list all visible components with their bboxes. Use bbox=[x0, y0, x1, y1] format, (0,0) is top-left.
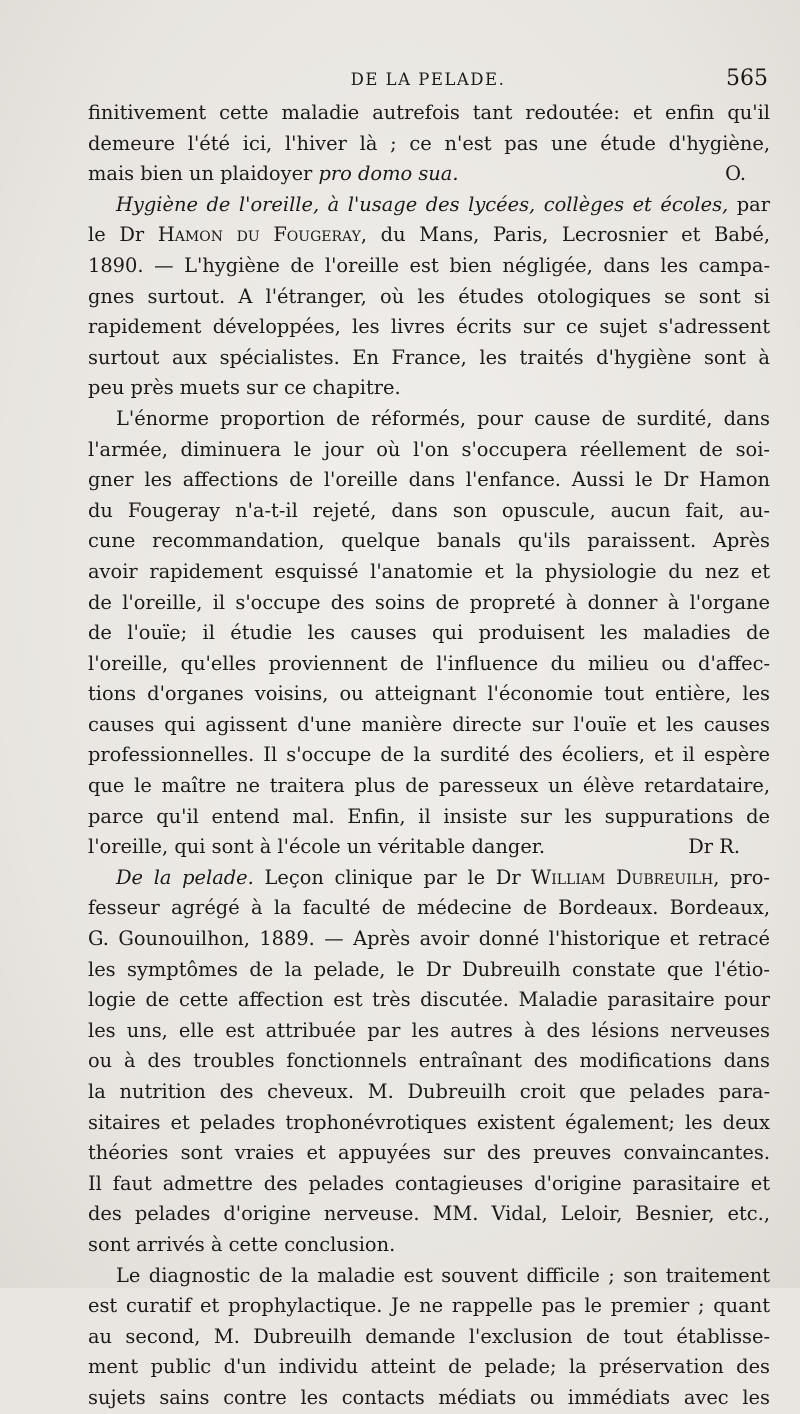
text-line: peu près muets sur ce chapitre. bbox=[88, 376, 401, 400]
text-line: ou à des troubles fonctionnels entraînant des modifications dans bbox=[88, 1049, 770, 1073]
running-title: DE LA PELADE. bbox=[350, 70, 506, 89]
text-line bbox=[88, 832, 770, 863]
text-line: surtout aux spécialistes. En France, les traités d'hygiène sont à bbox=[88, 345, 770, 369]
text-line: au second, M. Dubreuilh demande l'exclusion de tout établisse- bbox=[88, 1324, 770, 1348]
text-line: la nutrition des cheveux. M. Dubreuilh croit que pelades para- bbox=[88, 1080, 770, 1103]
review-signature: O. bbox=[725, 162, 746, 186]
text-line: sitaires et pelades trophonévrotiques existent également; les deux bbox=[88, 1110, 770, 1134]
text-line: l'armée, diminuera le jour où l'on s'occupera réellement de soi- bbox=[88, 437, 770, 461]
text-line: fesseur agrégé à la faculté de médecine de Bordeaux. Bordeaux, bbox=[88, 896, 770, 920]
text-line: ment public d'un individu atteint de pelade; la préservation des bbox=[88, 1355, 770, 1379]
text-line: rapidement développées, les livres écrits sur ce sujet s'adressent bbox=[88, 315, 770, 339]
text-line: tions d'organes voisins, ou atteignant l'économie tout entière, les bbox=[88, 682, 770, 706]
text-span: le Dr bbox=[88, 223, 158, 247]
text-line bbox=[88, 159, 770, 190]
author-name: Hamon du Fougeray bbox=[157, 223, 361, 247]
text-line: L'énorme proportion de réformés, pour cause de surdité, dans bbox=[116, 406, 770, 430]
text-line: Le diagnostic de la maladie est souvent difficile ; son traitement bbox=[116, 1263, 770, 1287]
text-line: demeure l'été ici, l'hiver là ; ce n'est pas une étude d'hygiène, bbox=[88, 131, 770, 155]
text-span: , pro- bbox=[713, 865, 770, 889]
text-line: des pelades d'origine nerveuse. MM. Vidal, Leloir, Besnier, etc., bbox=[88, 1202, 770, 1226]
text-line bbox=[88, 220, 770, 251]
book-title: De la pelade. bbox=[116, 865, 254, 889]
page-number: 565 bbox=[726, 66, 768, 91]
review-title-line bbox=[88, 190, 770, 221]
text-line: de l'oreille, il s'occupe des soins de propreté à donner à l'organe bbox=[88, 590, 770, 614]
text-line: l'oreille, qu'elles proviennent de l'influence du milieu ou d'affec- bbox=[88, 651, 770, 675]
text-line: Il faut admettre des pelades contagieuses d'origine parasitaire et bbox=[88, 1171, 770, 1195]
text-line: est curatif et prophylactique. Je ne rappelle pas le premier ; quant bbox=[88, 1294, 770, 1318]
latin-phrase: pro domo sua. bbox=[318, 162, 459, 186]
text-line: sont arrivés à cette conclusion. bbox=[88, 1232, 396, 1256]
text-span: , du Mans, Paris, Lecrosnier et Babé, bbox=[360, 223, 770, 247]
text-line: parce qu'il entend mal. Enfin, il insiste sur les suppurations de bbox=[88, 804, 770, 828]
text-line: G. Gounouilhon, 1889. — Après avoir donné l'historique et retracé bbox=[88, 927, 770, 951]
text-line: sujets sains contre les contacts médiats ou immédiats avec les bbox=[88, 1385, 770, 1409]
text-line: finitivement cette maladie autrefois tant redoutée: et enfin qu'il bbox=[88, 101, 770, 124]
text-line: les uns, elle est attribuée par les autres à des lésions nerveuses bbox=[88, 1018, 770, 1042]
review-title-line bbox=[88, 863, 770, 894]
text-line: de l'ouïe; il étudie les causes qui produisent les maladies de bbox=[88, 621, 770, 645]
text-line: avoir rapidement esquissé l'anatomie et la physiologie du nez et bbox=[88, 559, 770, 583]
text-line: cune recommandation, quelque banals qu'ils paraissent. Après bbox=[88, 529, 770, 553]
text-span: Leçon clinique par le Dr bbox=[253, 865, 532, 889]
text-line: que le maître ne traitera plus de paresseux un élève retardataire, bbox=[88, 774, 770, 798]
text-span: l'oreille, qui sont à l'école un véritable danger. bbox=[88, 835, 546, 859]
text-line: professionnelles. Il s'occupe de la surdité des écoliers, et il espère bbox=[88, 743, 770, 767]
book-title: Hygiène de l'oreille, à l'usage des lycées, collèges et écoles, bbox=[116, 192, 729, 216]
text-line: 1890. — L'hygiène de l'oreille est bien négligée, dans les campa- bbox=[88, 253, 770, 277]
text-line: gner les affections de l'oreille dans l'enfance. Aussi le Dr Hamon bbox=[88, 468, 770, 492]
body-text bbox=[88, 98, 770, 1414]
text-line: logie de cette affection est très discutée. Maladie parasitaire pour bbox=[88, 988, 770, 1012]
text-line: les symptômes de la pelade, le Dr Dubreuilh constate que l'étio- bbox=[88, 957, 770, 981]
text-line: du Fougeray n'a-t-il rejeté, dans son opuscule, aucun fait, au- bbox=[88, 498, 770, 522]
author-name: William Dubreuilh bbox=[531, 865, 714, 889]
text-line: gnes surtout. A l'étranger, où les études otologiques se sont si bbox=[88, 284, 770, 308]
page-header bbox=[88, 64, 768, 98]
text-span: mais bien un plaidoyer bbox=[88, 162, 319, 186]
text-span: par bbox=[728, 192, 770, 216]
review-signature: Dr R. bbox=[688, 835, 740, 859]
text-line: causes qui agissent d'une manière directe sur l'ouïe et les causes bbox=[88, 712, 770, 736]
text-line: théories sont vraies et appuyées sur des preuves convaincantes. bbox=[88, 1141, 770, 1165]
